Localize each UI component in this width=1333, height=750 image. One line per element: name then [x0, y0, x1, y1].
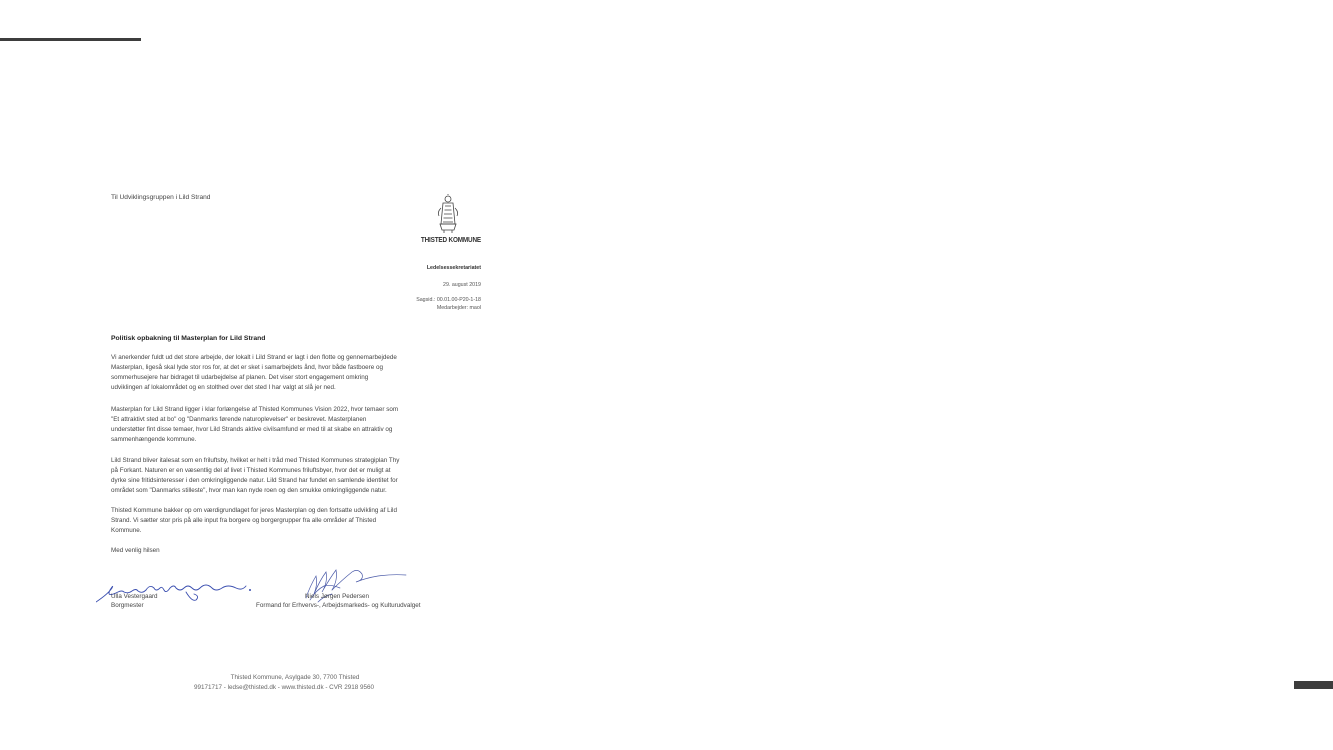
signer-title: Formand for Erhvervs-, Arbejdsmarkeds- og Kulturudvalget	[256, 602, 421, 609]
paragraph-line: Lild Strand bliver italesat som en friluftsby, hvilket er helt i tråd med Thisted Kommunes strategiplan Thy	[111, 457, 400, 464]
letter-document	[96, 188, 494, 698]
paragraph-line: dyrke sine fritidsinteresser i den omkringliggende natur. Lild Strand har fundet en samlende identitet for	[111, 477, 398, 484]
letter-date: 29. august 2019	[443, 282, 481, 288]
paragraph-line: understøtter fint disse temaer, hvor Lild Strands aktive civilsamfund er med til at skabe en attraktiv og	[111, 426, 393, 433]
coat-of-arms-icon	[435, 194, 461, 234]
paragraph-line: sommerhusejere har bidraget til udarbejdelse af planen. Det viser stort engagement omkring	[111, 374, 369, 381]
paragraph-line: Strand. Vi sætter stor pris på alle input fra borgere og borgergrupper fra alle områder af Thisted	[111, 517, 377, 524]
paragraph-line: "Et attraktivt sted at bo" og "Danmarks førende naturoplevelser" er beskrevet. Masterplanen	[111, 416, 367, 423]
case-id: Sagsid.: 00.01.00-P20-1-18	[416, 297, 481, 303]
closing-salutation: Med venlig hilsen	[111, 547, 160, 554]
paragraph-1	[111, 353, 476, 393]
slide-indicator	[1294, 681, 1333, 689]
paragraph-line: Masterplan for Lild Strand ligger i klar forlængelse af Thisted Kommunes Vision 2022, hvor temaer som	[111, 406, 399, 413]
paragraph-line: på Forkant. Naturen er en væsentlig del af livet i Thisted Kommunes friluftsbyer, hvor det er muligt at	[111, 467, 391, 474]
municipality-logo	[401, 194, 481, 245]
footer-contact: 99171717 - ledse@thisted.dk - www.thisted.dk - CVR 2918 9560	[193, 684, 374, 691]
logo-text: THISTED KOMMUNE	[420, 235, 481, 244]
top-accent-rule	[0, 38, 141, 41]
paragraph-line: Thisted Kommune bakker op om værdigrundlaget for jeres Masterplan og den fortsatte udvikling af Lild	[111, 507, 397, 514]
paragraph-2	[111, 405, 476, 445]
staff-initials: Medarbejder: maol	[436, 305, 481, 311]
paragraph-line: Masterplan, ligeså skal lyde stor ros for, at det er sket i samarbejdets ånd, hvor både fastboere og	[111, 364, 383, 371]
signer-name: Niels Jørgen Pedersen	[305, 593, 370, 600]
department: Ledelsessekretariatet	[426, 265, 481, 271]
paragraph-line: sammenhængende kommune.	[111, 436, 197, 443]
paragraph-line: udviklingen af lokalområdet og en stolthed over det sted I har valgt at slå jer ned.	[111, 384, 336, 391]
signer-committee-chair	[256, 592, 421, 610]
signer-name: Ulla Vestergaard	[111, 593, 158, 600]
paragraph-line: Vi anerkender fuldt ud det store arbejde, der lokalt i Lild Strand er lagt i den flotte og gennemarbejdede	[111, 354, 397, 361]
paragraph-line: området som "Danmarks stilleste", hvor man kan nyde roen og den smukke omkringliggende natur.	[111, 487, 387, 494]
letter-footer	[96, 673, 494, 693]
signer-mayor	[111, 592, 158, 610]
letter-recipient: Til Udviklingsgruppen i Lild Strand	[111, 194, 211, 201]
paragraph-3	[111, 456, 476, 496]
footer-address: Thisted Kommune, Asylgade 30, 7700 Thisted	[230, 674, 360, 681]
signer-title: Borgmester	[111, 602, 144, 609]
letter-subject: Politisk opbakning til Masterplan for Lild Strand	[111, 335, 266, 342]
paragraph-4	[111, 506, 476, 536]
paragraph-line: Kommune.	[111, 527, 142, 534]
